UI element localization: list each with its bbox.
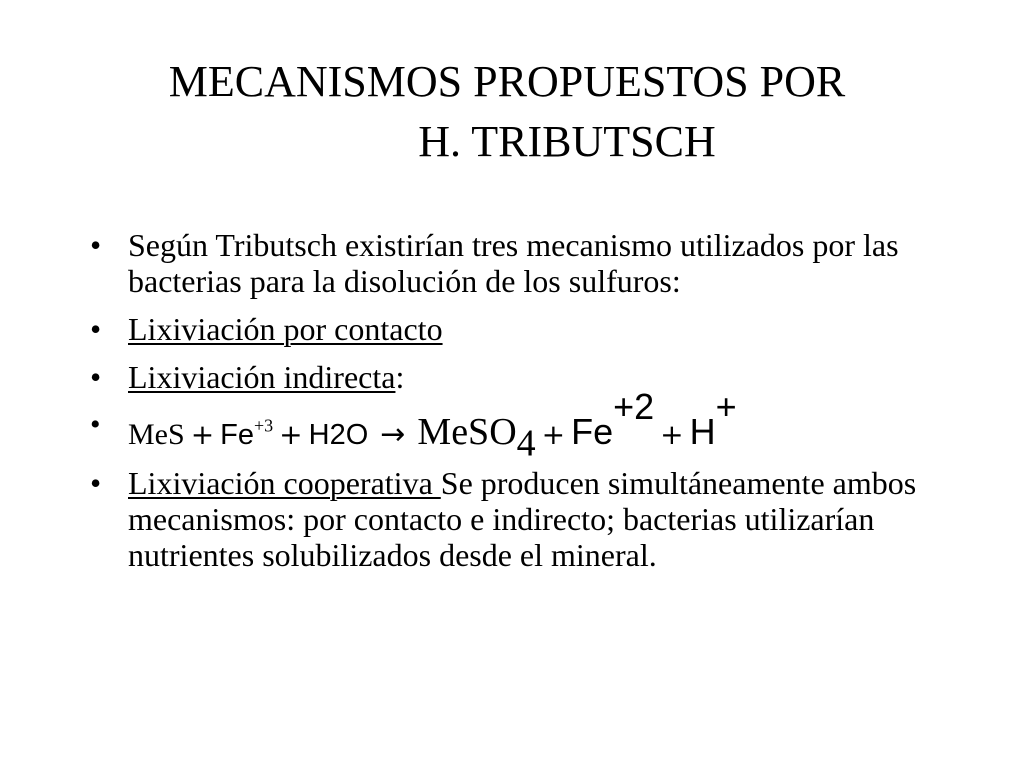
equation-reactant-3: H2O (308, 419, 369, 452)
equation-product-1: MeSO (417, 411, 517, 454)
title-line-2: H. TRIBUTSCH (418, 117, 716, 166)
bullet-icon: • (90, 227, 102, 263)
equation-plus-2: + (279, 418, 303, 452)
bullet-item-equation (82, 386, 962, 465)
bullet-item-indirect (82, 359, 962, 395)
bullet-item-intro (82, 227, 962, 299)
bullet-text-indirect-colon: : (395, 359, 405, 395)
bullet-text-contact: Lixiviación por contacto (128, 311, 443, 347)
title-line-1: MECANISMOS PROPUESTOS POR (168, 57, 846, 106)
slide-title (0, 52, 1024, 172)
equation-plus-4: + (660, 418, 684, 452)
bullet-icon: • (90, 311, 102, 347)
bullet-text-cooperative-label: Lixiviación cooperativa (128, 465, 441, 502)
bullet-icon: • (90, 408, 101, 441)
equation-product-1-subscript: 4 (516, 422, 536, 465)
equation-plus-3: + (541, 418, 566, 452)
bullet-text-cooperative: Se producen simultáneamente ambos mecanismos: por contacto e indirecto; bacterias utilizarían nutrientes solubilizados desde el mineral. (128, 465, 917, 574)
equation-product-2-charge: +2 (613, 386, 655, 427)
bullet-list (82, 227, 962, 585)
equation-reactant-2: Fe (220, 419, 254, 452)
equation-product-3-charge: + (715, 386, 737, 427)
bullet-item-contact (82, 311, 962, 347)
bullet-item-cooperative (82, 465, 962, 573)
equation-plus-1: + (190, 418, 215, 452)
equation-arrow-icon: → (380, 417, 406, 453)
bullet-icon: • (90, 465, 102, 502)
bullet-icon: • (90, 359, 102, 395)
bullet-text-intro: Según Tributsch existirían tres mecanismo utilizados por las bacterias para la disolución de los sulfuros: (128, 227, 899, 299)
equation-product-3: H (689, 411, 716, 453)
equation-product-2: Fe (571, 411, 614, 453)
equation-reactant-2-charge: +3 (254, 415, 274, 436)
equation-reactant-1: MeS (128, 418, 185, 452)
bullet-text-indirect: Lixiviación indirecta (128, 359, 396, 395)
